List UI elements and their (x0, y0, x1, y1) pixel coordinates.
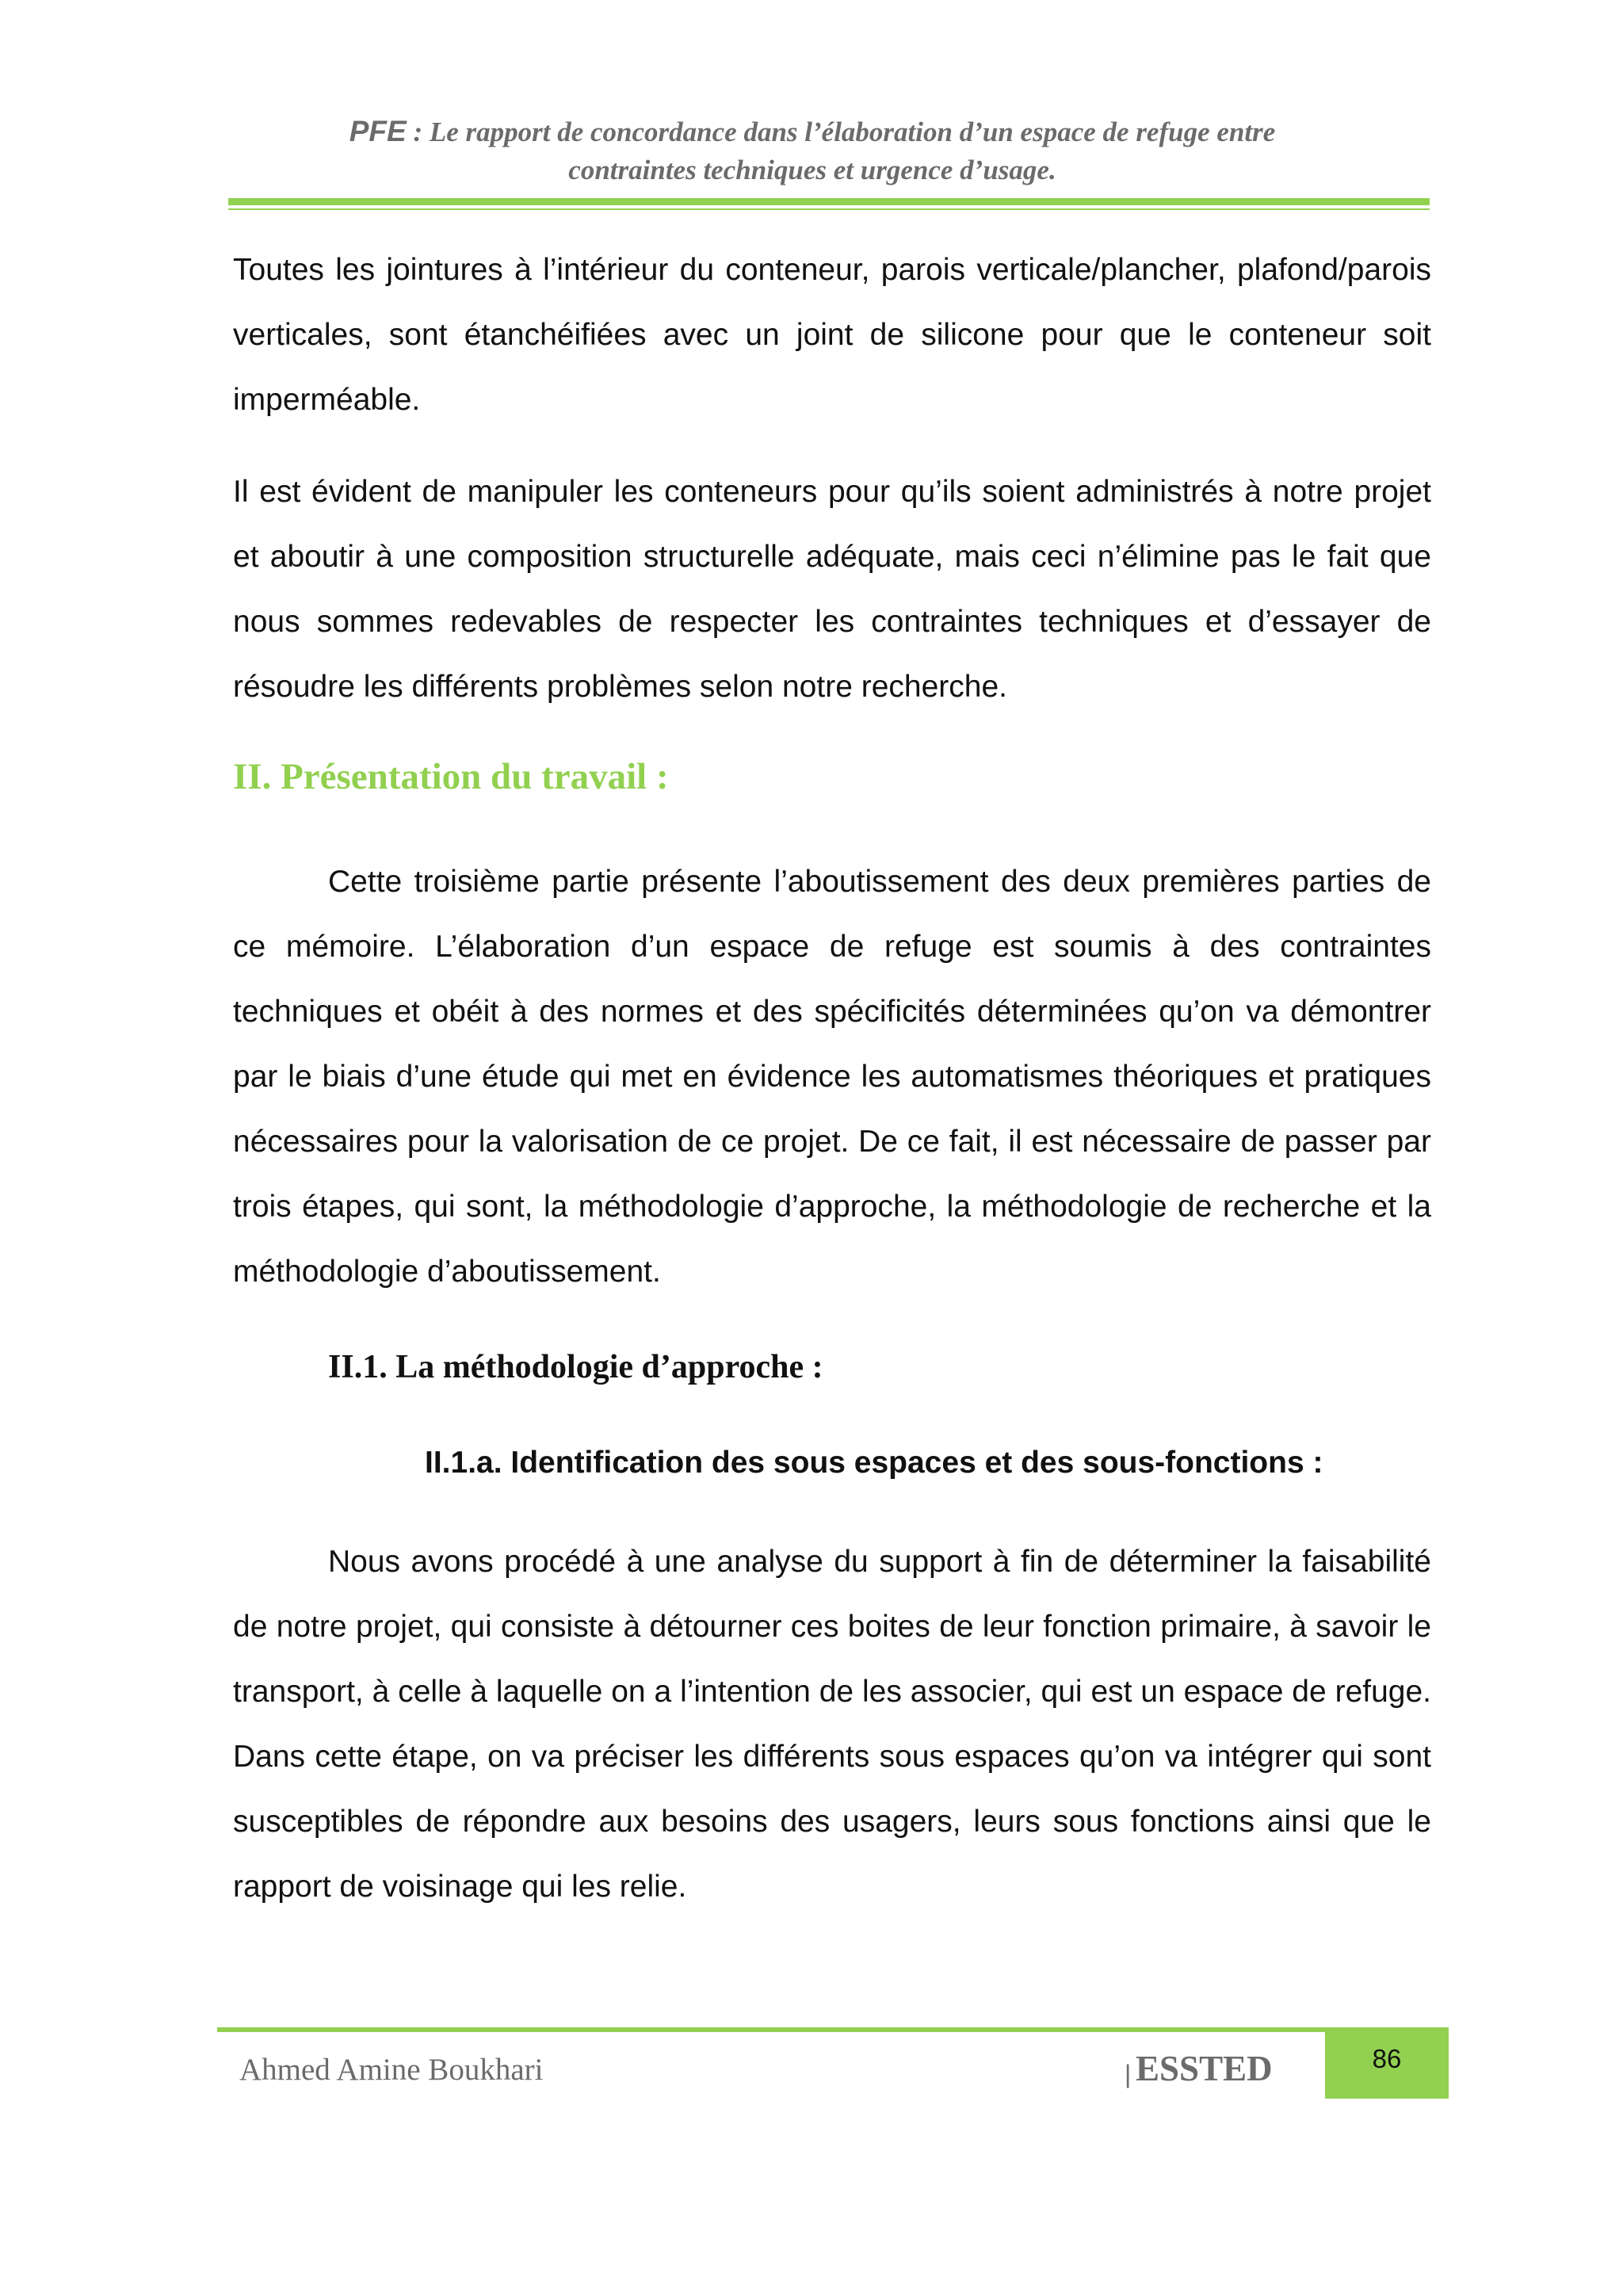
footer-author: Ahmed Amine Boukhari (239, 2053, 544, 2087)
header-title-line-2: contraintes techniques et urgence d’usage. (568, 155, 1056, 185)
header-rule (228, 198, 1430, 205)
paragraph-containers: Il est évident de manipuler les conteneurs pour qu’ils soient administrés à notre projet et aboutir à une composition structurelle adéquate, mais ceci n’élimine pas le fait que nous sommes redevables de respecter les contraintes techniques et d’essayer de résoudre les différents problèmes selon notre recherche. (233, 475, 1431, 704)
subsubsection-heading: II.1.a. Identification des sous espaces et des sous-fonctions : (425, 1446, 1323, 1480)
header-prefix: PFE (349, 115, 407, 147)
header-rule-thin (228, 208, 1430, 210)
footer-separator: | (1125, 2060, 1132, 2088)
paragraph-third-part: Cette troisième partie présente l’aboutissement des deux premières parties de ce mémoire. L’élaboration d’un espace de refuge est soumis à des contraintes techniques et obéit à des normes et des spécificités déterminées qu’on va démontrer par le biais d’une étude qui met en évidence les automatismes théoriques et pratiques nécessaires pour la valorisation de ce projet. De ce fait, il est nécessaire de passer par trois étapes, qui sont, la méthodologie d’approche, la méthodologie de recherche et la méthodologie d’aboutissement. (233, 865, 1431, 1289)
header-title-line-1: : Le rapport de concordance dans l’élaboration d’un espace de refuge entre (406, 117, 1276, 147)
running-header-line-1 (238, 113, 1387, 151)
footer-school: ESSTED (1136, 2049, 1273, 2088)
footer-rule (217, 2027, 1327, 2032)
section-heading: II. Présentation du travail : (233, 756, 669, 797)
paragraph-joints: Toutes les jointures à l’intérieur du conteneur, parois verticale/plancher, plafond/parois verticales, sont étanchéifiées avec un joint de silicone pour que le conteneur soit imperméable. (233, 253, 1431, 417)
paragraph-analysis: Nous avons procédé à une analyse du support à fin de déterminer la faisabilité de notre projet, qui consiste à détourner ces boites de leur fonction primaire, à savoir le transport, à celle à laquelle on a l’intention de les associer, qui est un espace de refuge. Dans cette étape, on va préciser les différents sous espaces qu’on va intégrer qui sont susceptibles de répondre aux besoins des usagers, leurs sous fonctions ainsi que le rapport de voisinage qui les relie. (233, 1545, 1431, 1904)
page-number-box (1325, 2027, 1449, 2099)
subsection-heading: II.1. La méthodologie d’approche : (328, 1349, 823, 1385)
page-number: 86 (1372, 2044, 1402, 2073)
running-header (238, 113, 1387, 189)
